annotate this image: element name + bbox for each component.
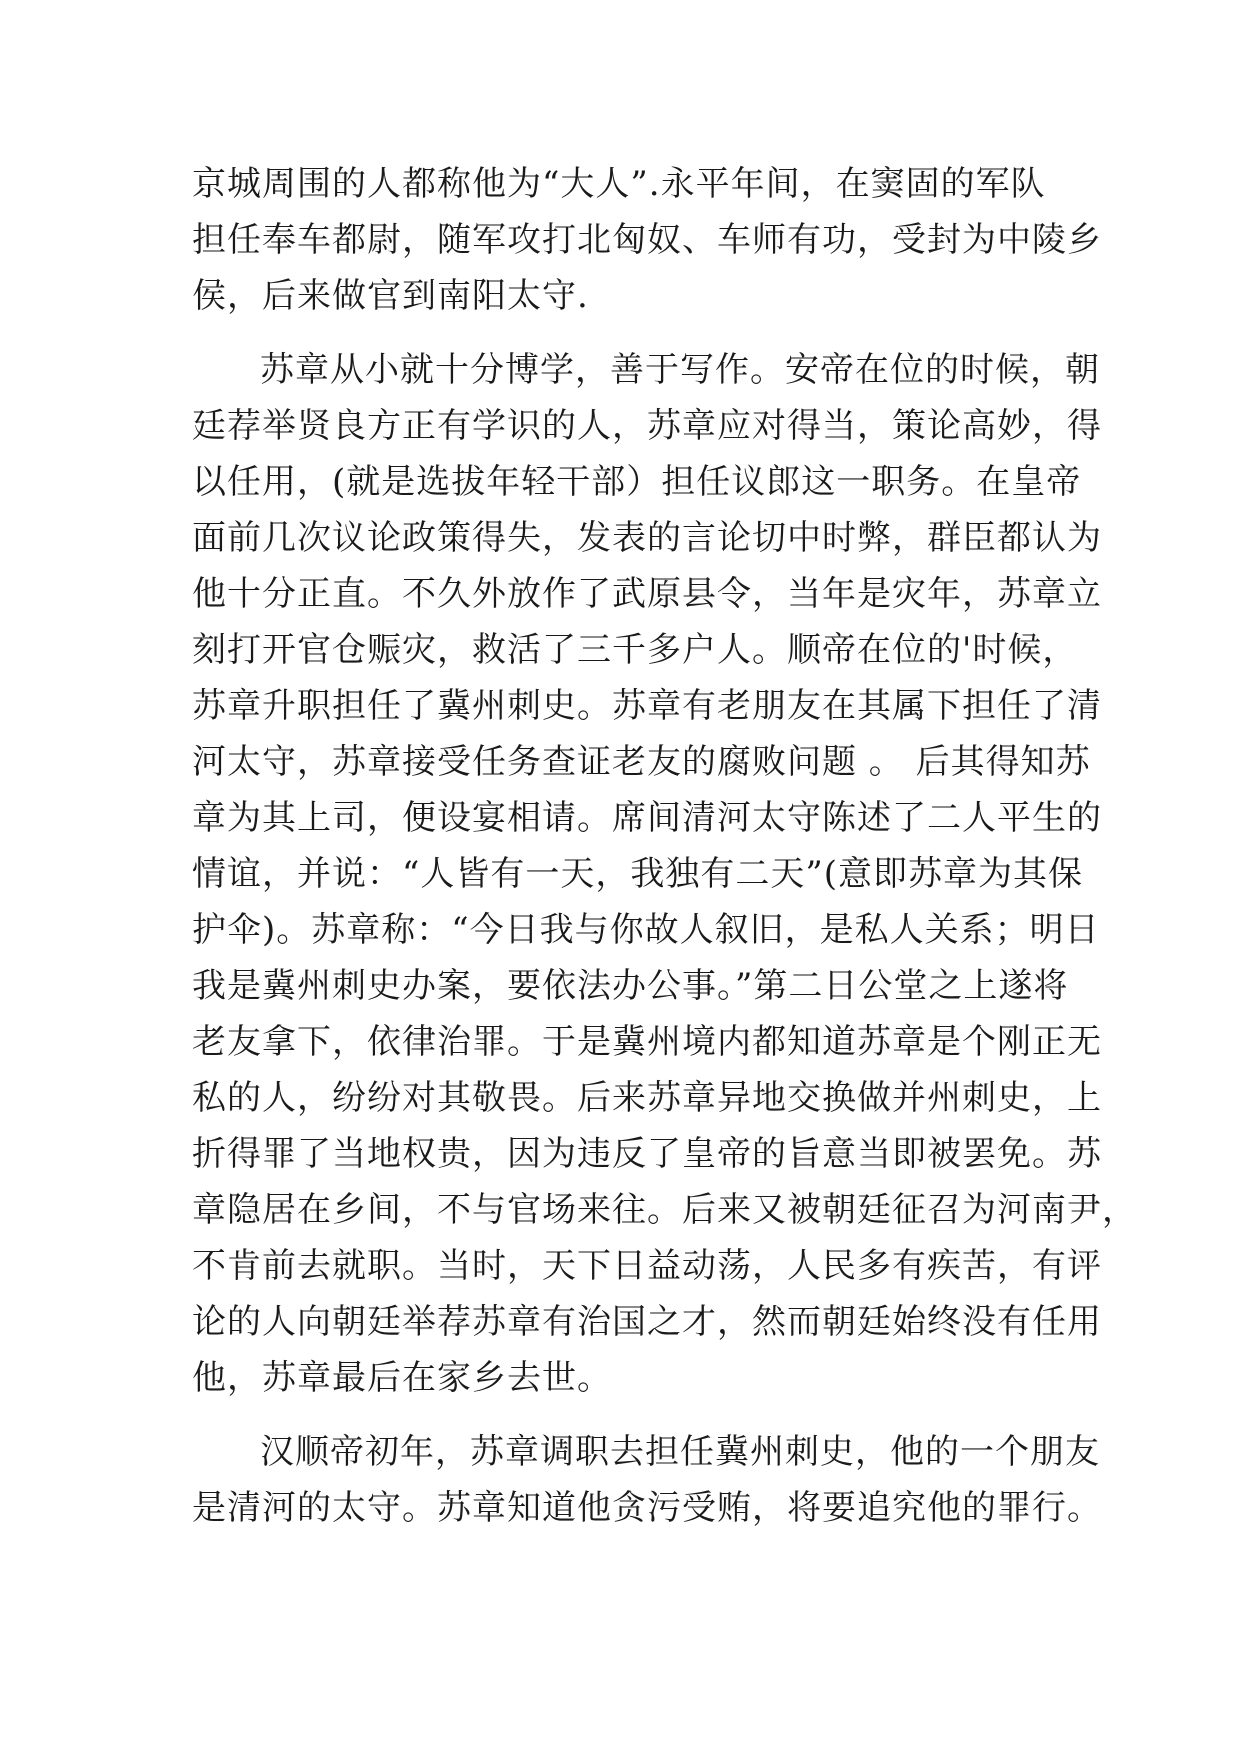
text-line: 刻打开官仓赈灾，救活了三千多户人。顺帝在位的'时候， (192, 630, 1078, 670)
text-line: 折得罪了当地权贵，因为违反了皇帝的旨意当即被罢免。苏 (192, 1134, 1102, 1174)
paragraph-1 (192, 156, 1102, 324)
text-line: 老友拿下，依律治罪。于是冀州境内都知道苏章是个刚正无 (192, 1022, 1102, 1062)
text-line: 汉顺帝初年，苏章调职去担任冀州刺史，他的一个朋友 (260, 1432, 1100, 1472)
paragraph-2 (192, 342, 1137, 1406)
paragraph-3 (192, 1424, 1102, 1536)
text-line: 苏章从小就十分博学，善于写作。安帝在位的时候，朝 (260, 350, 1100, 390)
text-line: 章隐居在乡间，不与官场来往。后来又被朝廷征召为河南尹， (192, 1190, 1137, 1230)
text-line: 他，苏章最后在家乡去世。 (192, 1358, 612, 1398)
text-line: 河太守，苏章接受任务查证老友的腐败问题 。 后其得知苏 (192, 742, 1091, 782)
text-line: 章为其上司，便设宴相请。席间清河太守陈述了二人平生的 (192, 798, 1102, 838)
text-line: 面前几次议论政策得失，发表的言论切中时弊，群臣都认为 (192, 518, 1102, 558)
text-line: 论的人向朝廷举荐苏章有治国之才，然而朝廷始终没有任用 (192, 1302, 1102, 1342)
text-line: 苏章升职担任了冀州刺史。苏章有老朋友在其属下担任了清 (192, 686, 1102, 726)
text-line: 担任奉车都尉，随军攻打北匈奴、车师有功，受封为中陵乡 (192, 220, 1102, 260)
text-line: 情谊，并说：“人皆有一天，我独有二天”(意即苏章为其保 (192, 854, 1084, 894)
text-line: 不肯前去就职。当时，天下日益动荡，人民多有疾苦，有评 (192, 1246, 1102, 1286)
text-line: 私的人，纷纷对其敬畏。后来苏章异地交换做并州刺史，上 (192, 1078, 1102, 1118)
text-line: 他十分正直。不久外放作了武原县令，当年是灾年，苏章立 (192, 574, 1102, 614)
text-line: 京城周围的人都称他为“大人”.永平年间，在窦固的军队 (192, 164, 1046, 204)
text-line: 是清河的太守。苏章知道他贪污受贿，将要追究他的罪行。 (192, 1488, 1102, 1528)
text-line: 护伞)。苏章称：“今日我与你故人叙旧，是私人关系；明日 (192, 910, 1100, 950)
document-body (192, 156, 1137, 1536)
text-line: 廷荐举贤良方正有学识的人，苏章应对得当，策论高妙，得 (192, 406, 1102, 446)
text-line: 以任用，(就是选拔年轻干部）担任议郎这一职务。在皇帝 (192, 462, 1082, 502)
text-line: 我是冀州刺史办案，要依法办公事。”第二日公堂之上遂将 (192, 966, 1069, 1006)
text-line: 侯，后来做官到南阳太守. (192, 276, 589, 316)
